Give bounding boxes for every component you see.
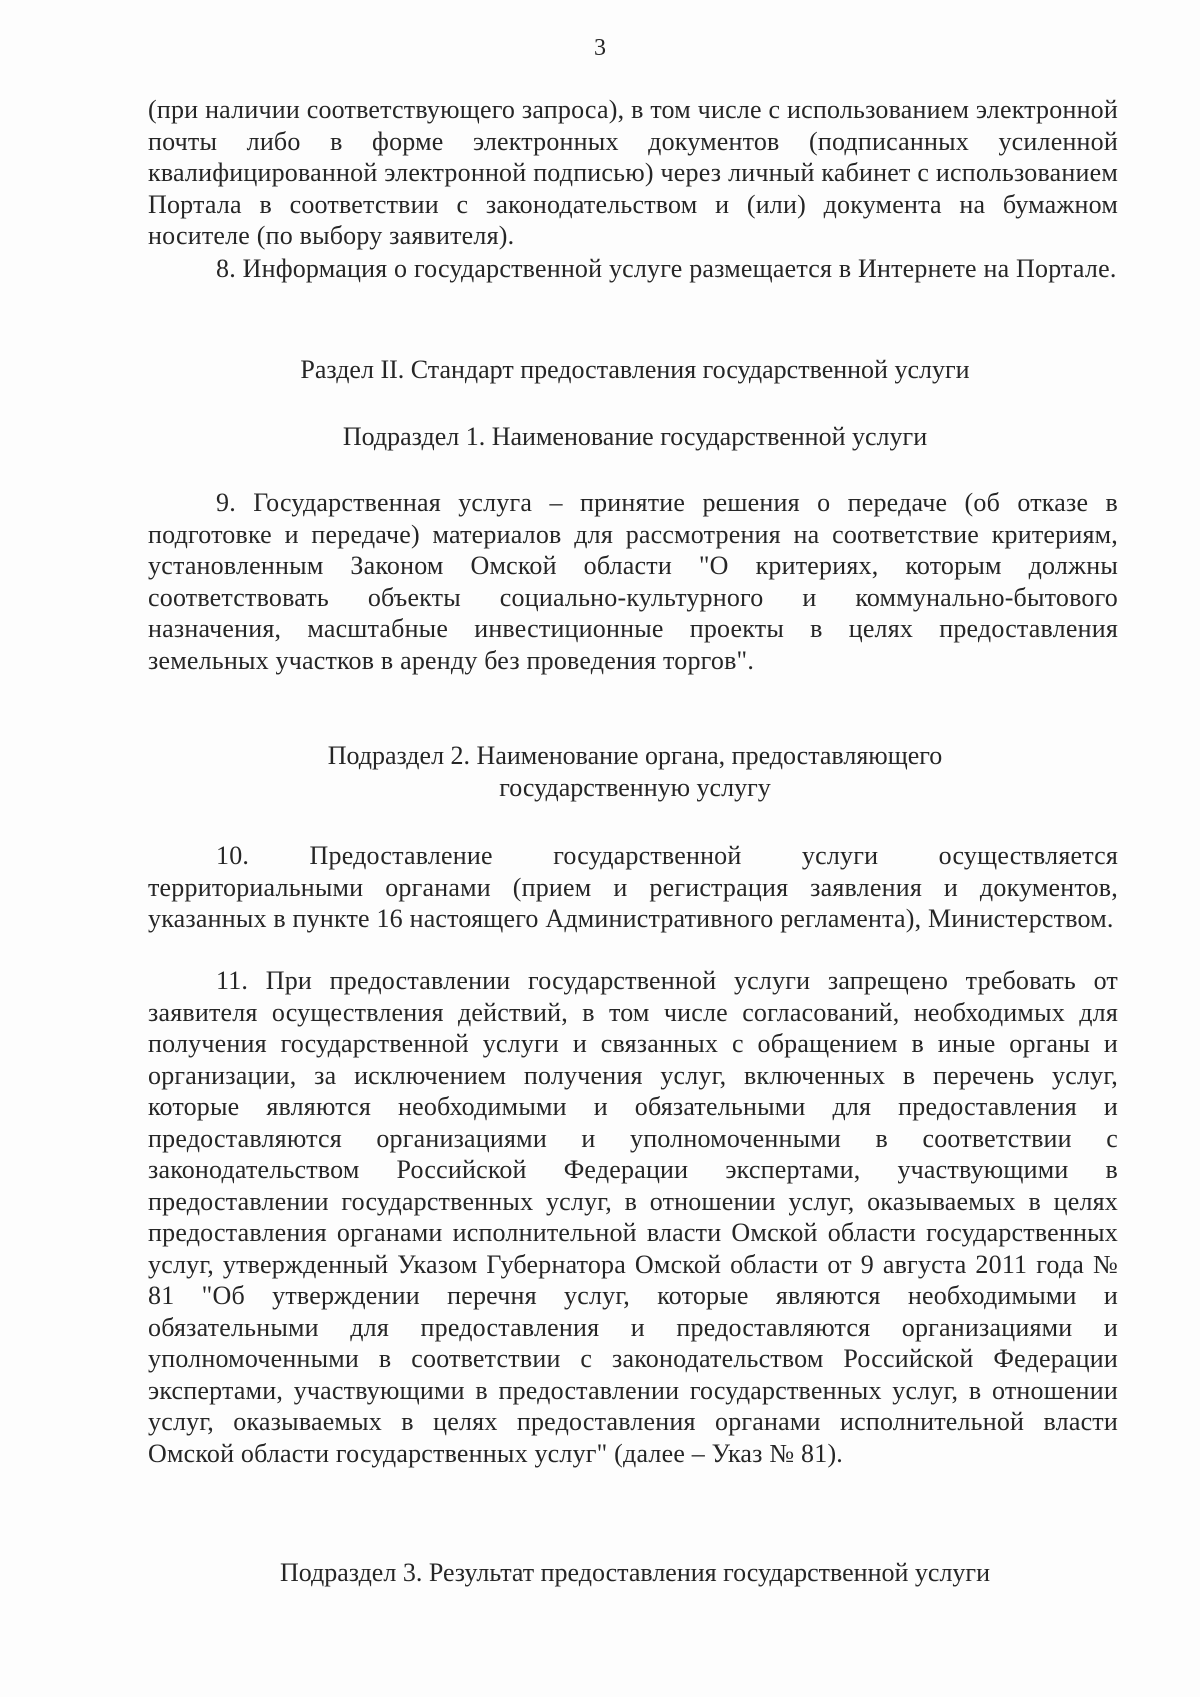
paragraph-9: [148, 487, 1118, 676]
page-number: 3: [594, 35, 606, 61]
paragraph-text: 10. Предоставление государственной услуги осуществляется территориальными органами (прием и регистрация заявления и документов, указанных в пункте 16 настоящего Административного регламента), Министерством.: [148, 841, 1118, 933]
paragraph-10: [148, 840, 1118, 935]
paragraph-11: [148, 965, 1118, 1469]
heading-line: Подраздел 2. Наименование органа, предоставляющего: [327, 741, 943, 770]
paragraph-text: 9. Государственная услуга – принятие решения о передаче (об отказе в подготовке и передаче) материалов для рассмотрения на соответствие критериям, установленным Законом Омской области "О критериях, которым должны соответствовать объекты социально-культурного и коммунально-бытового назначения, масштабные инвестиционные проекты в целях предоставления земельных участков в аренду без проведения торгов".: [148, 488, 1118, 675]
subsection-heading: Подраздел 3. Результат предоставления государственной услуги: [279, 1558, 991, 1587]
paragraph-text: (при наличии соответствующего запроса), в том числе с использованием электронной почты либо в форме электронных документов (подписанных усиленной квалифицированной электронной подписью) через личный кабинет с использованием Портала в соответствии с законодательством и (или) документа на бумажном носителе (по выбору заявителя).: [148, 95, 1118, 250]
heading-line: государственную услугу: [499, 773, 771, 802]
paragraph-text: 11. При предоставлении государственной услуги запрещено требовать от заявителя осуществления действий, в том числе согласований, необходимых для получения государственной услуги и связанных с обращением в иные органы и организации, за исключением получения услуг, включенных в перечень услуг, которые являются необходимыми и обязательными для предоставления и предоставляются организациями и уполномоченными в соответствии с законодательством Российской Федерации экспертами, участвующими в предоставлении государственных услуг, в отношении услуг, оказываемых в целях предоставления органами исполнительной власти Омской области государственных услуг, утвержденный Указом Губернатора Омской области от 9 августа 2011 года № 81 "Об утверждении перечня услуг, которые являются необходимыми и обязательными для предоставления и предоставляются организациями и уполномоченными в соответствии с законодательством Российской Федерации экспертами, участвующими в предоставлении государственных услуг, в отношении услуг, оказываемых в целях предоставления органами исполнительной власти Омской области государственных услуг" (далее – Указ № 81).: [148, 966, 1118, 1468]
section-heading: Раздел II. Стандарт предоставления государственной услуги: [300, 355, 970, 384]
paragraph-text: 8. Информация о государственной услуге размещается в Интернете на Портале.: [216, 254, 1117, 283]
subsection-heading: [0, 740, 1200, 804]
subsection-heading: Подраздел 1. Наименование государственной услуги: [342, 422, 928, 451]
paragraph-continuation: [148, 94, 1118, 252]
paragraph-8: [148, 253, 1118, 285]
